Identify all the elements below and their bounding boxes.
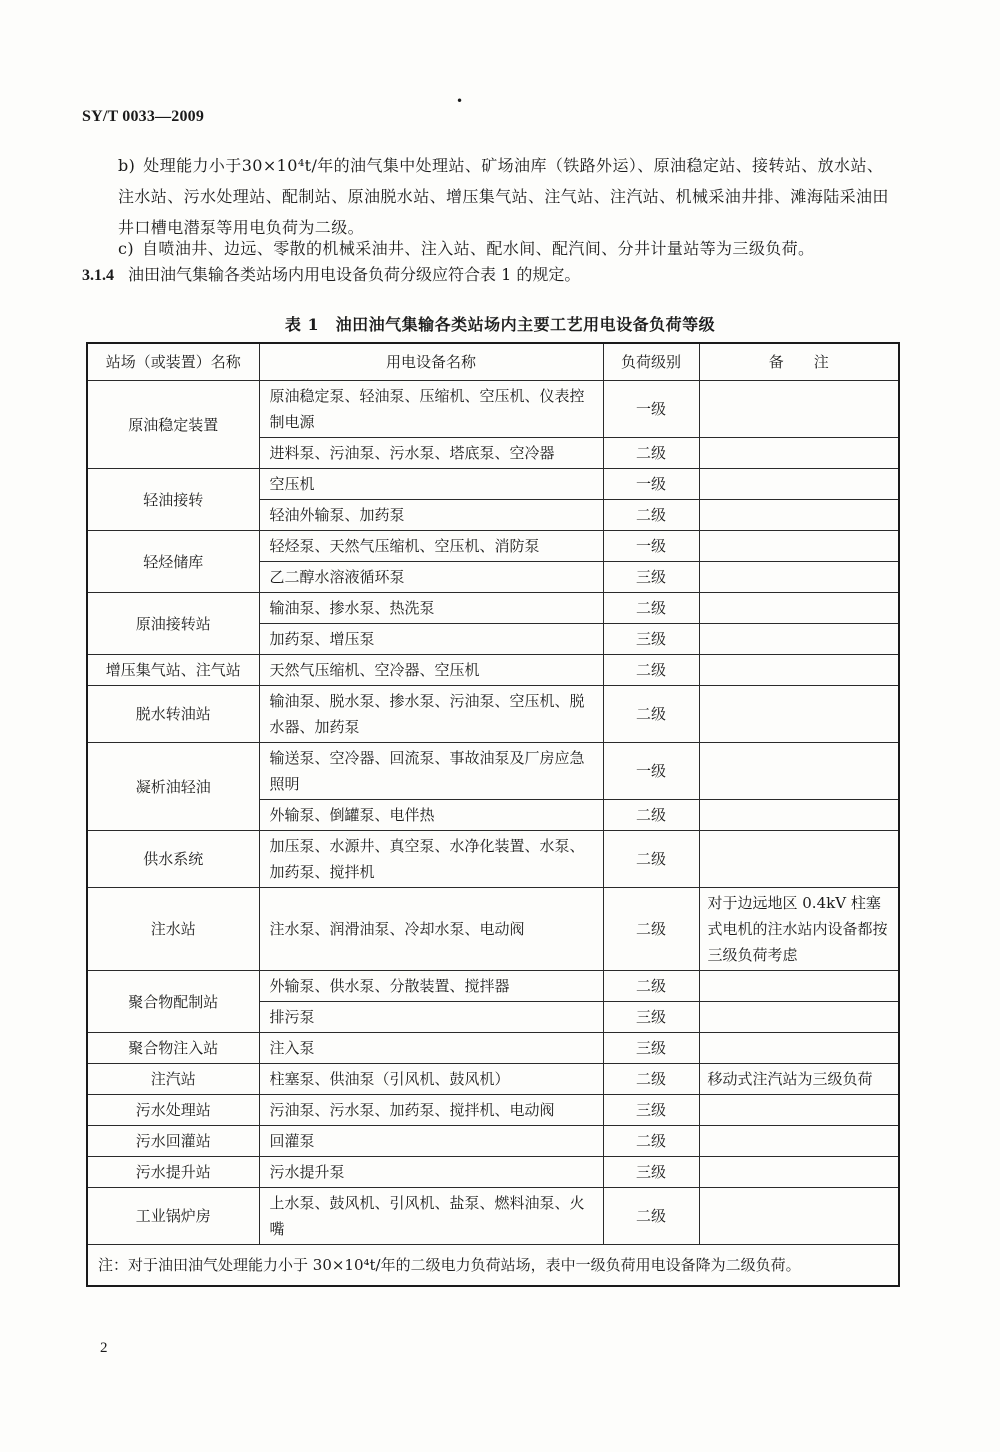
equipment-cell: 输油泵、掺水泵、热洗泵 [259,593,603,624]
table-title: 表 1 油田油气集输各类站场内主要工艺用电设备负荷等级 [284,315,716,334]
load-level-cell: 三级 [603,1002,699,1033]
header-station: 站场（或装置）名称 [87,343,259,381]
equipment-cell: 上水泵、鼓风机、引风机、盐泵、燃料油泵、火嘴 [259,1188,603,1245]
load-level-cell: 二级 [603,1064,699,1095]
table-row [87,888,899,971]
table-row [87,1095,899,1126]
equipment-cell: 空压机 [259,469,603,500]
equipment-cell: 输送泵、空冷器、回流泵、事故油泵及厂房应急照明 [259,743,603,800]
table-row [87,1033,899,1064]
station-name-cell: 聚合物配制站 [87,971,259,1033]
equipment-cell: 天然气压缩机、空冷器、空压机 [259,655,603,686]
table-note-row [87,1245,899,1287]
remark-cell [699,438,899,469]
clause-text: 油田油气集输各类站场内用电设备负荷分级应符合表 1 的规定。 [128,265,581,284]
load-level-cell: 二级 [603,831,699,888]
equipment-cell: 柱塞泵、供油泵（引风机、鼓风机） [259,1064,603,1095]
table-row [87,655,899,686]
header-level: 负荷级别 [603,343,699,381]
station-name-cell: 原油稳定装置 [87,381,259,469]
equipment-cell: 污水提升泵 [259,1157,603,1188]
table-row [87,1157,899,1188]
load-level-cell: 二级 [603,438,699,469]
station-name-cell: 供水系统 [87,831,259,888]
load-level-cell: 三级 [603,1095,699,1126]
remark-cell [699,743,899,800]
station-name-cell: 脱水转油站 [87,686,259,743]
equipment-cell: 加压泵、水源井、真空泵、水净化装置、水泵、加药泵、搅拌机 [259,831,603,888]
table-row [87,1064,899,1095]
load-level-cell: 一级 [603,381,699,438]
station-name-cell: 原油接转站 [87,593,259,655]
load-level-cell: 一级 [603,743,699,800]
remark-cell [699,624,899,655]
equipment-cell: 原油稳定泵、轻油泵、压缩机、空压机、仪表控制电源 [259,381,603,438]
equipment-cell: 注水泵、润滑油泵、冷却水泵、电动阀 [259,888,603,971]
load-level-cell: 一级 [603,469,699,500]
load-grade-table [86,342,898,1287]
load-level-cell: 二级 [603,971,699,1002]
equipment-cell: 加药泵、增压泵 [259,624,603,655]
load-level-cell: 二级 [603,1188,699,1245]
equipment-cell: 乙二醇水溶液循环泵 [259,562,603,593]
remark-cell [699,831,899,888]
scan-dot: • [456,94,464,108]
equipment-cell: 排污泵 [259,1002,603,1033]
remark-cell [699,500,899,531]
remark-cell [699,800,899,831]
table-row [87,831,899,888]
load-level-cell: 二级 [603,655,699,686]
station-name-cell: 聚合物注入站 [87,1033,259,1064]
paragraph-b [118,150,898,243]
clause-3-1-4 [82,262,580,285]
remark-cell [699,655,899,686]
table-note: 注：对于油田油气处理能力小于 30×10⁴t/年的二级电力负荷站场，表中一级负荷用电设备降为二级负荷。 [87,1245,899,1287]
table-row [87,593,899,624]
load-level-cell: 二级 [603,593,699,624]
equipment-cell: 进料泵、污油泵、污水泵、塔底泵、空冷器 [259,438,603,469]
load-level-cell: 二级 [603,1126,699,1157]
remark-cell [699,469,899,500]
equipment-cell: 轻烃泵、天然气压缩机、空压机、消防泵 [259,531,603,562]
table-row [87,686,899,743]
table-row [87,1126,899,1157]
header-remark: 备 注 [699,343,899,381]
station-name-cell: 污水提升站 [87,1157,259,1188]
paragraph-label: c) [118,239,135,258]
remark-cell [699,531,899,562]
station-name-cell: 增压集气站、注气站 [87,655,259,686]
equipment-cell: 轻油外输泵、加药泵 [259,500,603,531]
equipment-cell: 外输泵、倒罐泵、电伴热 [259,800,603,831]
load-level-cell: 二级 [603,686,699,743]
header-equipment: 用电设备名称 [259,343,603,381]
remark-cell [699,381,899,438]
paragraph-label: b) [118,156,136,175]
equipment-cell: 输油泵、脱水泵、掺水泵、污油泵、空压机、脱水器、加药泵 [259,686,603,743]
station-name-cell: 污水回灌站 [87,1126,259,1157]
paragraph-text: 处理能力小于30×10⁴t/年的油气集中处理站、矿场油库（铁路外运）、原油稳定站、接转站、放水站、注水站、污水处理站、配制站、原油脱水站、增压集气站、注气站、注汽站、机械采油井排、滩海陆采油田井口槽电潜泵等用电负荷为二级。 [118,156,889,237]
load-level-cell: 三级 [603,1157,699,1188]
remark-cell [699,562,899,593]
load-level-cell: 三级 [603,562,699,593]
page-number: 2 [100,1340,108,1356]
clause-number: 3.1.4 [82,267,114,284]
remark-cell [699,1188,899,1245]
remark-cell [699,1126,899,1157]
remark-cell [699,1157,899,1188]
table-row [87,531,899,562]
remark-cell [699,1002,899,1033]
station-name-cell: 轻油接转 [87,469,259,531]
station-name-cell: 注水站 [87,888,259,971]
load-level-cell: 二级 [603,800,699,831]
equipment-cell: 回灌泵 [259,1126,603,1157]
table-header-row [87,343,899,381]
station-name-cell: 凝析油轻油 [87,743,259,831]
table-row [87,469,899,500]
standard-code: SY/T 0033—2009 [82,108,205,125]
remark-cell: 对于边远地区 0.4kV 柱塞式电机的注水站内设备都按三级负荷考虑 [699,888,899,971]
load-level-cell: 二级 [603,888,699,971]
load-level-cell: 三级 [603,1033,699,1064]
remark-cell: 移动式注汽站为三级负荷 [699,1064,899,1095]
table-row [87,1188,899,1245]
table-row [87,381,899,438]
station-name-cell: 注汽站 [87,1064,259,1095]
table-row [87,971,899,1002]
station-name-cell: 轻烃储库 [87,531,259,593]
paragraph-c [118,233,898,264]
remark-cell [699,1033,899,1064]
remark-cell [699,593,899,624]
paragraph-text: 自喷油井、边远、零散的机械采油井、注入站、配水间、配汽间、分井计量站等为三级负荷。 [142,239,815,258]
equipment-cell: 外输泵、供水泵、分散装置、搅拌器 [259,971,603,1002]
load-level-cell: 二级 [603,500,699,531]
remark-cell [699,1095,899,1126]
station-name-cell: 工业锅炉房 [87,1188,259,1245]
remark-cell [699,686,899,743]
table-row [87,743,899,800]
load-level-cell: 三级 [603,624,699,655]
station-name-cell: 污水处理站 [87,1095,259,1126]
equipment-cell: 注入泵 [259,1033,603,1064]
load-level-cell: 一级 [603,531,699,562]
equipment-cell: 污油泵、污水泵、加药泵、搅拌机、电动阀 [259,1095,603,1126]
remark-cell [699,971,899,1002]
